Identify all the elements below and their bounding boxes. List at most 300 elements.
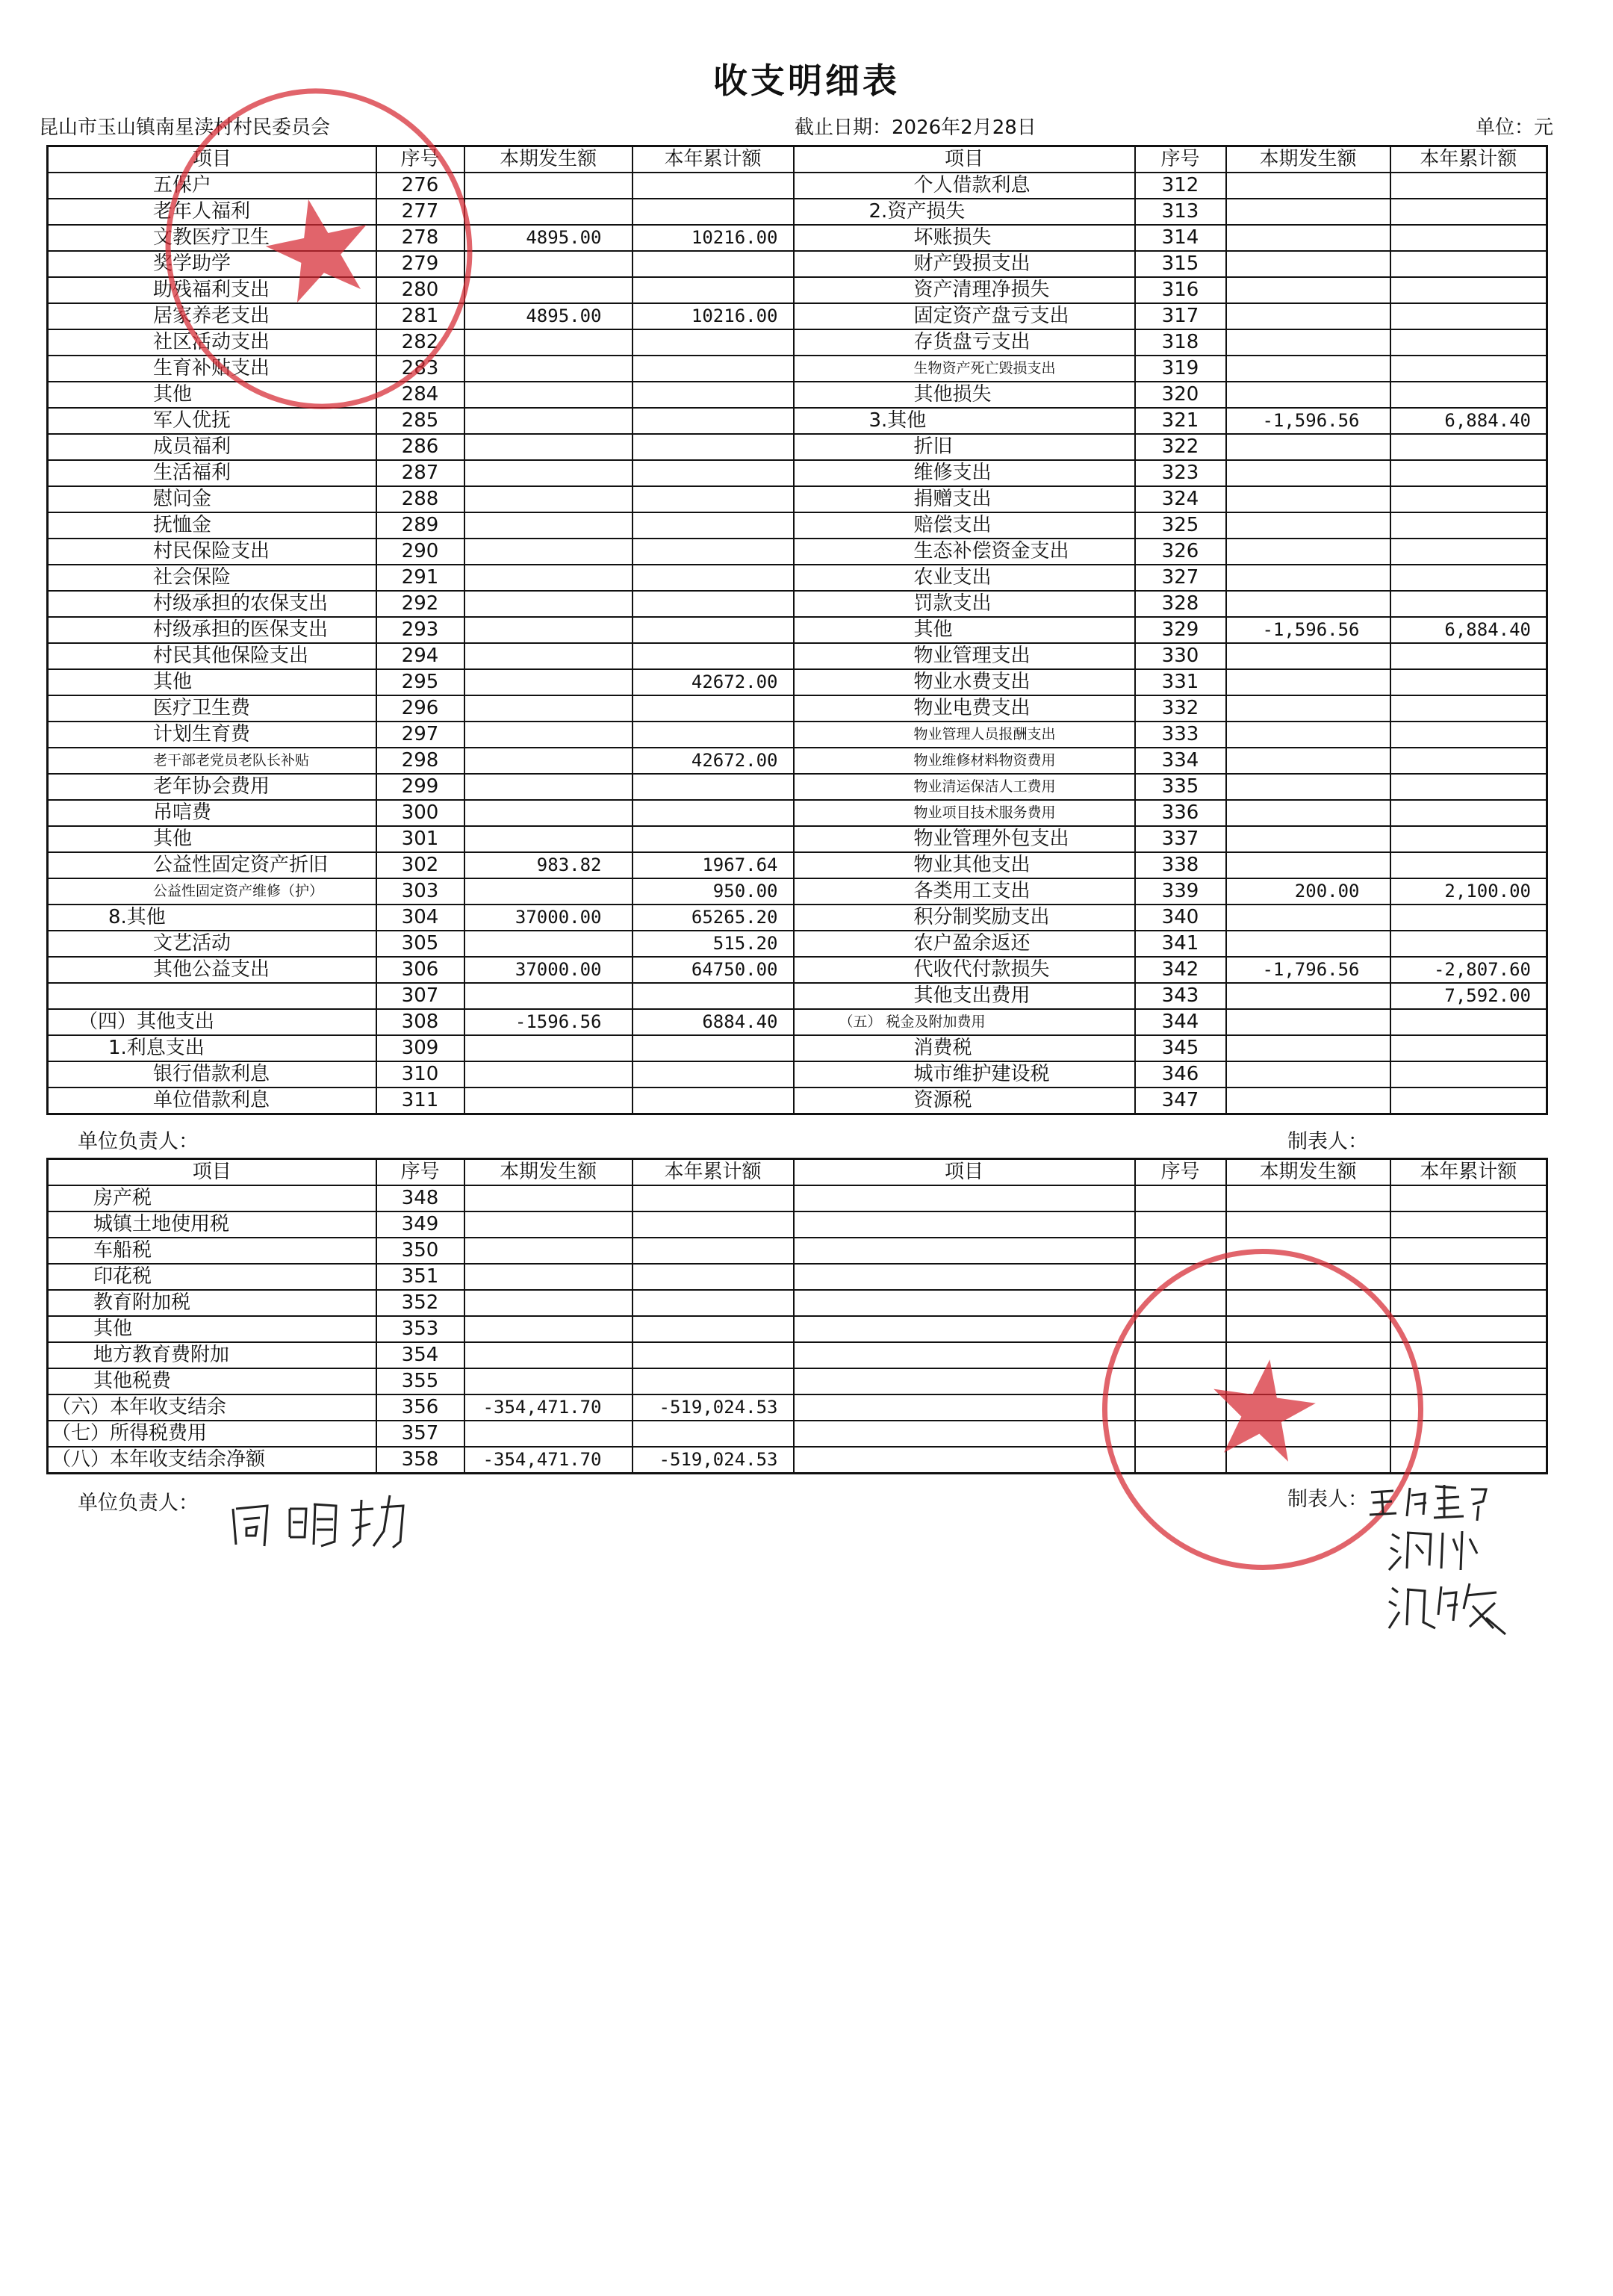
row-number: 334 (1135, 748, 1226, 774)
row-number: 346 (1135, 1061, 1226, 1088)
item-name: 奖学助学 (48, 251, 376, 277)
ytd-amount: 64750.00 (633, 957, 794, 983)
current-amount (1226, 695, 1390, 722)
report-date: 截止日期：2026年2月28日 (795, 117, 1037, 139)
ytd-amount (633, 1342, 794, 1368)
ytd-amount (1390, 748, 1547, 774)
ytd-amount (1390, 512, 1547, 539)
current-amount: 200.00 (1226, 878, 1390, 905)
ytd-amount (1390, 1061, 1547, 1088)
ytd-amount (1390, 225, 1547, 251)
ytd-amount (633, 512, 794, 539)
ytd-amount (1390, 277, 1547, 303)
ytd-amount (1390, 303, 1547, 329)
row-number: 298 (376, 748, 464, 774)
current-amount (1226, 643, 1390, 669)
current-amount: -1,796.56 (1226, 957, 1390, 983)
current-amount: 37000.00 (464, 905, 633, 931)
item-name: 生育补贴支出 (48, 356, 376, 382)
item-name: （七）所得税费用 (48, 1421, 376, 1447)
current-amount (464, 251, 633, 277)
row-number: 355 (376, 1368, 464, 1394)
ytd-amount (633, 277, 794, 303)
table-row (48, 539, 1547, 565)
ytd-amount: 42672.00 (633, 669, 794, 695)
current-amount (464, 669, 633, 695)
ytd-amount (633, 826, 794, 852)
item-name: 农业支出 (794, 565, 1135, 591)
table-row (48, 1009, 1547, 1035)
empty-cell (1135, 1185, 1226, 1211)
col-seq: 序号 (376, 146, 464, 173)
row-number: 292 (376, 591, 464, 617)
current-amount (1226, 774, 1390, 800)
ytd-amount: 65265.20 (633, 905, 794, 931)
item-name: 物业管理外包支出 (794, 826, 1135, 852)
empty-cell (794, 1290, 1135, 1316)
table-row (48, 957, 1547, 983)
ytd-amount (633, 722, 794, 748)
row-number: 345 (1135, 1035, 1226, 1061)
item-name: 其他损失 (794, 382, 1135, 408)
responsible-label: 单位负责人： (78, 1130, 199, 1153)
ytd-amount (1390, 1088, 1547, 1114)
current-amount (464, 1421, 633, 1447)
ytd-amount (633, 199, 794, 225)
ytd-amount (1390, 669, 1547, 695)
row-number: 278 (376, 225, 464, 251)
row-number: 340 (1135, 905, 1226, 931)
ytd-amount (633, 774, 794, 800)
row-number: 301 (376, 826, 464, 852)
ytd-amount (633, 1061, 794, 1088)
current-amount (1226, 303, 1390, 329)
item-name: 物业清运保洁人工费用 (794, 774, 1135, 800)
row-number: 280 (376, 277, 464, 303)
current-amount (464, 1035, 633, 1061)
row-number: 297 (376, 722, 464, 748)
current-amount (1226, 173, 1390, 199)
ytd-amount (1390, 852, 1547, 878)
item-name: 生态补偿资金支出 (794, 539, 1135, 565)
current-amount (464, 486, 633, 512)
row-number: 314 (1135, 225, 1226, 251)
col-ytd: 本年累计额 (633, 146, 794, 173)
ytd-amount (633, 1088, 794, 1114)
item-name: 个人借款利息 (794, 173, 1135, 199)
item-name: 村级承担的农保支出 (48, 591, 376, 617)
table-row (48, 565, 1547, 591)
ytd-amount (1390, 356, 1547, 382)
table-row (48, 669, 1547, 695)
item-name: 资源税 (794, 1088, 1135, 1114)
item-name: 成员福利 (48, 434, 376, 460)
row-number: 337 (1135, 826, 1226, 852)
col-seq: 序号 (376, 1159, 464, 1186)
row-number: 330 (1135, 643, 1226, 669)
row-number: 286 (376, 434, 464, 460)
empty-cell (1226, 1185, 1390, 1211)
current-amount: -354,471.70 (464, 1394, 633, 1421)
row-number: 342 (1135, 957, 1226, 983)
current-amount: -1,596.56 (1226, 617, 1390, 643)
row-number: 290 (376, 539, 464, 565)
item-name: 城镇土地使用税 (48, 1211, 376, 1238)
current-amount (464, 539, 633, 565)
organization-name: 昆山市玉山镇南星渎村村民委员会 (39, 117, 331, 139)
current-amount (1226, 669, 1390, 695)
empty-cell (794, 1342, 1135, 1368)
current-amount (1226, 852, 1390, 878)
item-name: 公益性固定资产折旧 (48, 852, 376, 878)
item-name: 房产税 (48, 1185, 376, 1211)
handwritten-signature-maker-1 (1367, 1479, 1494, 1524)
row-number: 324 (1135, 486, 1226, 512)
ytd-amount (633, 1238, 794, 1264)
table-row (48, 722, 1547, 748)
current-amount (1226, 199, 1390, 225)
current-amount (464, 1264, 633, 1290)
row-number: 293 (376, 617, 464, 643)
row-number: 310 (376, 1061, 464, 1088)
current-amount (464, 722, 633, 748)
current-amount (464, 460, 633, 486)
current-amount (464, 591, 633, 617)
ytd-amount (1390, 329, 1547, 356)
ytd-amount (633, 1264, 794, 1290)
current-amount (1226, 748, 1390, 774)
ytd-amount (633, 356, 794, 382)
row-number: 327 (1135, 565, 1226, 591)
row-number: 285 (376, 408, 464, 434)
ytd-amount (633, 565, 794, 591)
table-row (48, 905, 1547, 931)
row-number: 282 (376, 329, 464, 356)
empty-cell (1390, 1264, 1547, 1290)
table-row (48, 748, 1547, 774)
row-number: 338 (1135, 852, 1226, 878)
col-item: 项目 (48, 146, 376, 173)
col-ytd: 本年累计额 (1390, 1159, 1547, 1186)
current-amount (1226, 1088, 1390, 1114)
current-amount (1226, 591, 1390, 617)
ytd-amount (633, 800, 794, 826)
row-number: 350 (376, 1238, 464, 1264)
item-name: 生活福利 (48, 460, 376, 486)
ytd-amount (1390, 382, 1547, 408)
current-amount (464, 931, 633, 957)
current-amount (464, 173, 633, 199)
item-name: 计划生育费 (48, 722, 376, 748)
seal-star-icon (1199, 1346, 1325, 1472)
item-name: 物业维修材料物资费用 (794, 748, 1135, 774)
current-amount (1226, 251, 1390, 277)
empty-cell (1390, 1185, 1547, 1211)
ytd-amount (633, 460, 794, 486)
handwritten-signature-maker-3 (1386, 1576, 1520, 1636)
row-number: 296 (376, 695, 464, 722)
ytd-amount (1390, 460, 1547, 486)
ytd-amount (1390, 931, 1547, 957)
current-amount (1226, 722, 1390, 748)
current-amount (1226, 1061, 1390, 1088)
empty-cell (794, 1185, 1135, 1211)
table-row (48, 591, 1547, 617)
ytd-amount: 42672.00 (633, 748, 794, 774)
col-item: 项目 (48, 1159, 376, 1186)
item-name: （五） 税金及附加费用 (794, 1009, 1135, 1035)
row-number: 303 (376, 878, 464, 905)
item-name: 固定资产盘亏支出 (794, 303, 1135, 329)
row-number: 279 (376, 251, 464, 277)
current-amount (464, 1342, 633, 1368)
table-row (48, 1211, 1547, 1238)
current-amount (464, 434, 633, 460)
ytd-amount (1390, 434, 1547, 460)
col-ytd: 本年累计额 (1390, 146, 1547, 173)
current-amount (464, 565, 633, 591)
current-amount (1226, 983, 1390, 1009)
item-name: 存货盘亏支出 (794, 329, 1135, 356)
item-name: 其他支出费用 (794, 983, 1135, 1009)
ytd-amount (1390, 199, 1547, 225)
row-number: 322 (1135, 434, 1226, 460)
row-number: 291 (376, 565, 464, 591)
item-name: 老干部老党员老队长补贴 (48, 748, 376, 774)
row-number: 300 (376, 800, 464, 826)
item-name: （八）本年收支结余净额 (48, 1447, 376, 1474)
item-name: 坏账损失 (794, 225, 1135, 251)
ytd-amount (1390, 1009, 1547, 1035)
current-amount (1226, 931, 1390, 957)
row-number: 318 (1135, 329, 1226, 356)
current-amount (464, 512, 633, 539)
item-name: 车船税 (48, 1238, 376, 1264)
table-row (48, 643, 1547, 669)
empty-cell (794, 1368, 1135, 1394)
col-current: 本期发生额 (1226, 146, 1390, 173)
currency-unit: 单位：元 (1475, 117, 1553, 139)
ytd-amount (633, 643, 794, 669)
item-name: 物业其他支出 (794, 852, 1135, 878)
row-number: 287 (376, 460, 464, 486)
table-row (48, 800, 1547, 826)
item-name: 各类用工支出 (794, 878, 1135, 905)
ytd-amount (1390, 539, 1547, 565)
empty-cell (794, 1447, 1135, 1474)
item-name: 捐赠支出 (794, 486, 1135, 512)
ytd-amount (633, 251, 794, 277)
row-number: 283 (376, 356, 464, 382)
current-amount (464, 800, 633, 826)
row-number: 341 (1135, 931, 1226, 957)
handwritten-signature-maker-2 (1386, 1524, 1483, 1576)
row-number: 276 (376, 173, 464, 199)
item-name: 财产毁损支出 (794, 251, 1135, 277)
item-name: 社会保险 (48, 565, 376, 591)
table-row (48, 486, 1547, 512)
table-header (48, 1159, 1547, 1186)
item-name: 单位借款利息 (48, 1088, 376, 1114)
row-number: 308 (376, 1009, 464, 1035)
current-amount (1226, 356, 1390, 382)
item-name: 积分制奖励支出 (794, 905, 1135, 931)
current-amount (1226, 434, 1390, 460)
row-number: 312 (1135, 173, 1226, 199)
row-number: 319 (1135, 356, 1226, 382)
table-row (48, 774, 1547, 800)
ytd-amount: 515.20 (633, 931, 794, 957)
row-number: 357 (376, 1421, 464, 1447)
empty-cell (1390, 1238, 1547, 1264)
table-row (48, 617, 1547, 643)
item-name: 物业管理人员报酬支出 (794, 722, 1135, 748)
item-name: 2.资产损失 (794, 199, 1135, 225)
ytd-amount: 6,884.40 (1390, 408, 1547, 434)
row-number: 309 (376, 1035, 464, 1061)
current-amount (464, 356, 633, 382)
item-name: 其他 (48, 1316, 376, 1342)
row-number: 313 (1135, 199, 1226, 225)
col-item: 项目 (794, 146, 1135, 173)
current-amount (1226, 225, 1390, 251)
empty-cell (794, 1394, 1135, 1421)
current-amount (464, 983, 633, 1009)
row-number: 344 (1135, 1009, 1226, 1035)
current-amount (464, 1185, 633, 1211)
table-row (48, 1185, 1547, 1211)
item-name: 村民其他保险支出 (48, 643, 376, 669)
row-number: 354 (376, 1342, 464, 1368)
row-number: 351 (376, 1264, 464, 1290)
maker-label-bottom: 制表人： (1287, 1488, 1368, 1511)
current-amount (464, 408, 633, 434)
current-amount (464, 748, 633, 774)
table-row (48, 1088, 1547, 1114)
item-name: 五保户 (48, 173, 376, 199)
row-number: 328 (1135, 591, 1226, 617)
ytd-amount (633, 408, 794, 434)
ytd-amount (633, 617, 794, 643)
current-amount (464, 329, 633, 356)
ytd-amount (633, 983, 794, 1009)
item-name: 居家养老支出 (48, 303, 376, 329)
ytd-amount (1390, 565, 1547, 591)
row-number: 349 (376, 1211, 464, 1238)
table-row (48, 826, 1547, 852)
item-name: 3.其他 (794, 408, 1135, 434)
row-number: 329 (1135, 617, 1226, 643)
row-number: 288 (376, 486, 464, 512)
row-number: 332 (1135, 695, 1226, 722)
ytd-amount: -519,024.53 (633, 1447, 794, 1474)
current-amount (1226, 277, 1390, 303)
table-row (48, 434, 1547, 460)
item-name: 1.利息支出 (48, 1035, 376, 1061)
current-amount (464, 774, 633, 800)
item-name: 文艺活动 (48, 931, 376, 957)
item-name: 8.其他 (48, 905, 376, 931)
table-row (48, 408, 1547, 434)
item-name (48, 983, 376, 1009)
item-name: 罚款支出 (794, 591, 1135, 617)
current-amount (464, 1238, 633, 1264)
current-amount (1226, 382, 1390, 408)
col-seq: 序号 (1135, 146, 1226, 173)
row-number: 317 (1135, 303, 1226, 329)
row-number: 348 (376, 1185, 464, 1211)
empty-cell (794, 1211, 1135, 1238)
row-number: 277 (376, 199, 464, 225)
row-number: 347 (1135, 1088, 1226, 1114)
row-number: 304 (376, 905, 464, 931)
current-amount (1226, 826, 1390, 852)
row-number: 311 (376, 1088, 464, 1114)
current-amount (464, 1061, 633, 1088)
item-name: 助残福利支出 (48, 277, 376, 303)
item-name: 代收代付款损失 (794, 957, 1135, 983)
empty-cell (1135, 1211, 1226, 1238)
item-name: 文教医疗卫生 (48, 225, 376, 251)
item-name: 村民保险支出 (48, 539, 376, 565)
item-name: 军人优抚 (48, 408, 376, 434)
ytd-amount (1390, 251, 1547, 277)
empty-cell (794, 1316, 1135, 1342)
row-number: 356 (376, 1394, 464, 1421)
ytd-amount (633, 591, 794, 617)
row-number: 358 (376, 1447, 464, 1474)
current-amount (1226, 905, 1390, 931)
current-amount (1226, 1035, 1390, 1061)
row-number: 289 (376, 512, 464, 539)
item-name: 其他 (48, 669, 376, 695)
item-name: 农户盈余返还 (794, 931, 1135, 957)
ytd-amount: 6884.40 (633, 1009, 794, 1035)
row-number: 325 (1135, 512, 1226, 539)
ytd-amount (633, 1368, 794, 1394)
current-amount (464, 617, 633, 643)
row-number: 335 (1135, 774, 1226, 800)
ytd-amount (633, 695, 794, 722)
row-number: 336 (1135, 800, 1226, 826)
item-name: 社区活动支出 (48, 329, 376, 356)
current-amount (1226, 539, 1390, 565)
ytd-amount (633, 1290, 794, 1316)
ytd-amount: -2,807.60 (1390, 957, 1547, 983)
current-amount (1226, 1009, 1390, 1035)
item-name: 抚恤金 (48, 512, 376, 539)
table-row (48, 983, 1547, 1009)
row-number: 331 (1135, 669, 1226, 695)
row-number: 307 (376, 983, 464, 1009)
current-amount (464, 695, 633, 722)
col-item: 项目 (794, 1159, 1135, 1186)
current-amount (464, 1290, 633, 1316)
row-number: 333 (1135, 722, 1226, 748)
ytd-amount: 1967.64 (633, 852, 794, 878)
table-row (48, 512, 1547, 539)
item-name: 村级承担的医保支出 (48, 617, 376, 643)
item-name: 其他税费 (48, 1368, 376, 1394)
current-amount (464, 826, 633, 852)
ytd-amount (1390, 800, 1547, 826)
item-name: 消费税 (794, 1035, 1135, 1061)
item-name: 老年协会费用 (48, 774, 376, 800)
table-row (48, 1035, 1547, 1061)
ytd-amount (633, 382, 794, 408)
empty-cell (1226, 1211, 1390, 1238)
ytd-amount: 2,100.00 (1390, 878, 1547, 905)
